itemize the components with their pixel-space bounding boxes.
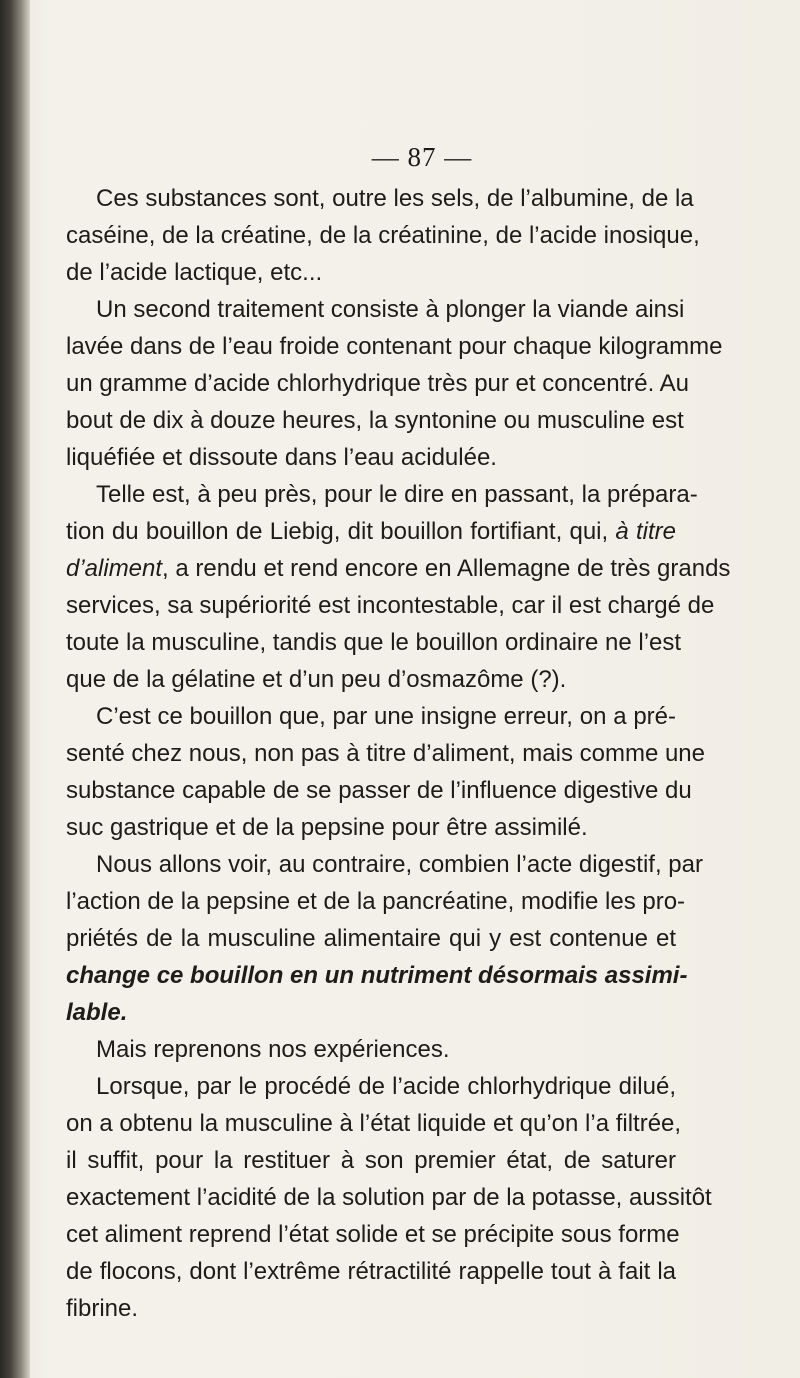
text-line: Un second traitement consiste à plonger la viande ainsi [96,296,685,323]
text-line: priétés de la musculine alimentaire qui y est contenue et [66,925,676,952]
text-line: senté chez nous, non pas à titre d’aliment, mais comme une [66,740,705,767]
text-line: C’est ce bouillon que, par une insigne erreur, on a pré- [96,703,676,730]
text-line: un gramme d’acide chlorhydrique très pur et concentré. Au [66,370,690,397]
text-line: Nous allons voir, au contraire, combien l’acte digestif, par [96,851,703,878]
text-line [66,513,676,550]
text-line: Mais reprenons nos expériences. [96,1036,450,1063]
text-line [66,550,731,587]
book-binding-edge [0,0,30,1378]
page-number: — 87 — [371,142,473,172]
text-line: Lorsque, par le procédé de l’acide chlorhydrique dilué, [96,1073,676,1100]
text-line: Telle est, à peu près, pour le dire en passant, la prépara- [96,481,698,508]
text-line: services, sa supériorité est incontestable, car il est chargé de [66,592,715,619]
text-segment: d’aliment [66,555,163,582]
text-line: lable. [66,999,128,1026]
text-line: cet aliment reprend l’état solide et se précipite sous forme [66,1221,680,1248]
text-line: de flocons, dont l’extrême rétractilité rappelle tout à fait la [66,1258,676,1285]
text-line: liquéfiée et dissoute dans l’eau acidulée. [66,444,497,471]
text-line: substance capable de se passer de l’influence digestive du [66,777,692,804]
text-line: suc gastrique et de la pepsine pour être assimilé. [66,814,588,841]
text-segment: à titre [615,518,676,545]
text-line: exactement l’acidité de la solution par de la potasse, aussitôt [66,1184,712,1211]
text-line: l’action de la pepsine et de la pancréatine, modifie les pro- [66,888,686,915]
text-line: toute la musculine, tandis que le bouillon ordinaire ne l’est [66,629,682,656]
text-segment: tion du bouillon de Liebig, dit bouillon fortifiant, qui, [66,518,616,545]
text-line: bout de dix à douze heures, la syntonine ou musculine est [66,407,684,434]
text-line: que de la gélatine et d’un peu d’osmazôme (?). [66,666,567,693]
text-line: on a obtenu la musculine à l’état liquide et qu’on l’a filtrée, [66,1110,682,1137]
text-line: caséine, de la créatine, de la créatinine, de l’acide inosique, [66,222,700,249]
text-segment: , a rendu et rend encore en Allemagne de très grands [162,555,731,582]
text-line: change ce bouillon en un nutriment désormais assimi- [66,962,688,989]
text-line: il suffit, pour la restituer à son premier état, de saturer [66,1147,676,1174]
body-text [66,180,731,1327]
text-line: fibrine. [66,1295,139,1322]
text-line: de l’acide lactique, etc... [66,259,323,286]
text-line: lavée dans de l’eau froide contenant pour chaque kilogramme [66,333,723,360]
text-line: Ces substances sont, outre les sels, de l’albumine, de la [96,185,694,212]
